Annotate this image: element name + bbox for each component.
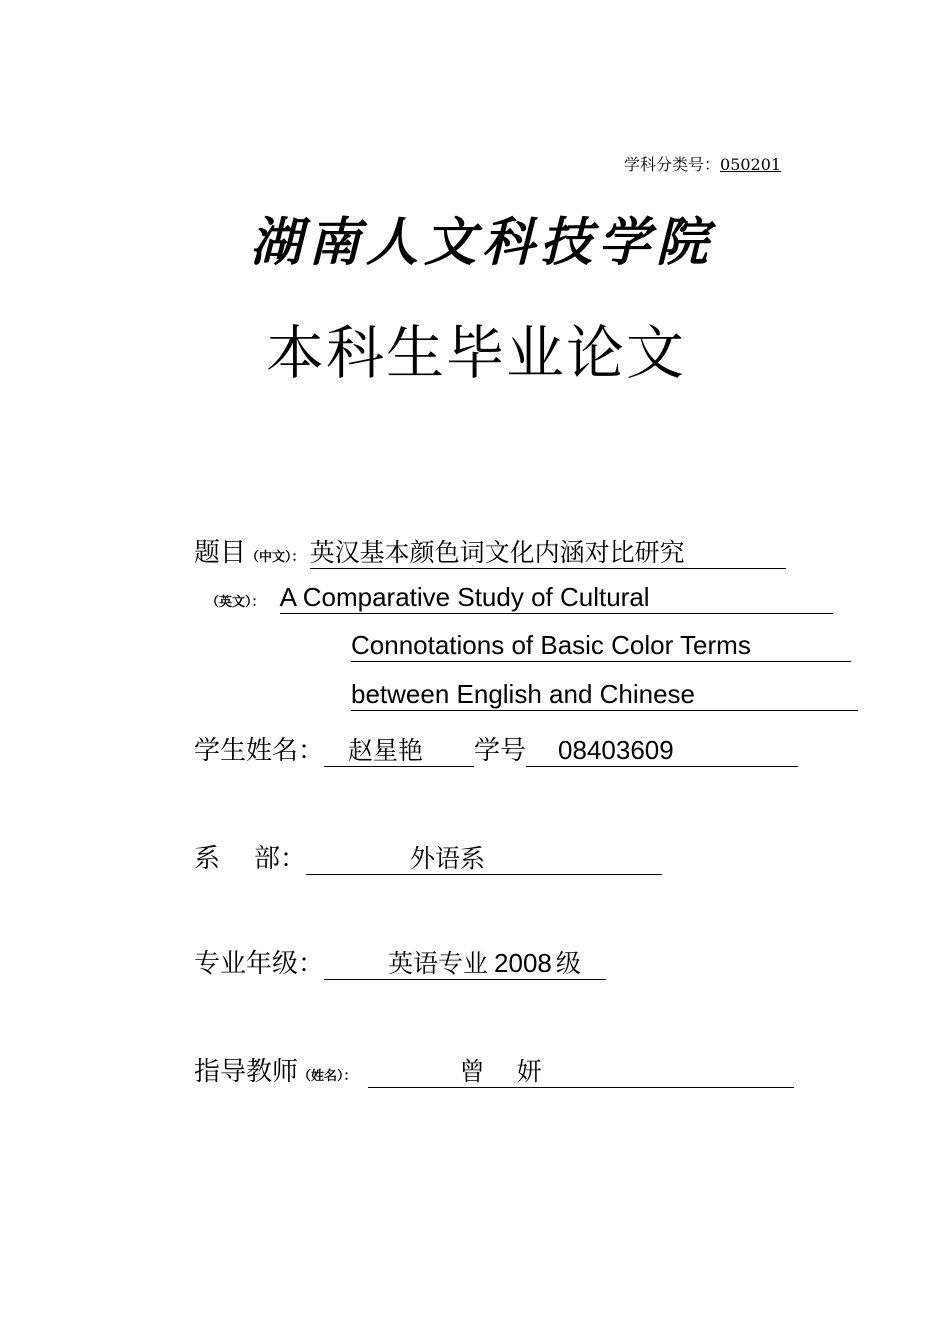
thesis-type-title: 本科生毕业论文 [266,319,687,387]
title-en-line-1: A Comparative Study of Cultural [279,582,650,612]
student-name-field [324,736,474,767]
university-name: 湖南人文科技学院 [250,212,715,273]
classification-label: 学科分类号： [624,155,721,174]
title-en-line-3: between English and Chinese [351,679,696,709]
department-label-part1: 系 [194,844,221,874]
department-field [306,844,662,875]
major-value-year: 2008 [494,948,552,978]
title-en-note: （英文）： [206,595,265,610]
title-en-field-1 [280,582,833,614]
title-en-row-1 [206,582,833,614]
department-label-part2: 部： [254,844,307,874]
advisor-label: 指导教师 [194,1057,299,1087]
student-row [194,730,798,767]
student-name-label: 学生姓名： [194,736,325,766]
major-label: 专业年级： [194,949,325,979]
department-value: 外语系 [410,844,486,873]
title-en-field-2 [351,630,851,662]
major-field [324,948,606,980]
student-id-field [526,735,798,767]
major-row [194,943,606,980]
title-label: 题目 [194,538,247,568]
advisor-row [194,1051,794,1088]
title-cn-field [310,538,786,569]
department-row [194,838,662,875]
title-cn-row [194,532,786,569]
student-id-value: 08403609 [558,735,674,765]
classification-number [624,152,781,175]
student-name-value: 赵星艳 [348,736,424,765]
classification-code: 050201 [720,155,782,174]
advisor-value-part2: 妍 [516,1057,542,1086]
advisor-value-part1: 曾 [459,1057,485,1086]
advisor-note: （姓名）： [298,1069,357,1084]
title-en-row-2 [351,630,851,662]
major-value-suffix: 级 [555,949,581,978]
advisor-field [368,1057,794,1088]
title-cn-note: （中文）： [246,550,305,565]
title-en-line-2: Connotations of Basic Color Terms [351,630,751,660]
title-cn-value: 英汉基本颜色词文化内涵对比研究 [309,538,685,567]
title-en-field-3 [351,679,858,711]
student-id-label: 学号 [474,736,527,766]
title-en-row-3 [351,679,858,711]
major-value-cn: 英语专业 [388,949,489,978]
